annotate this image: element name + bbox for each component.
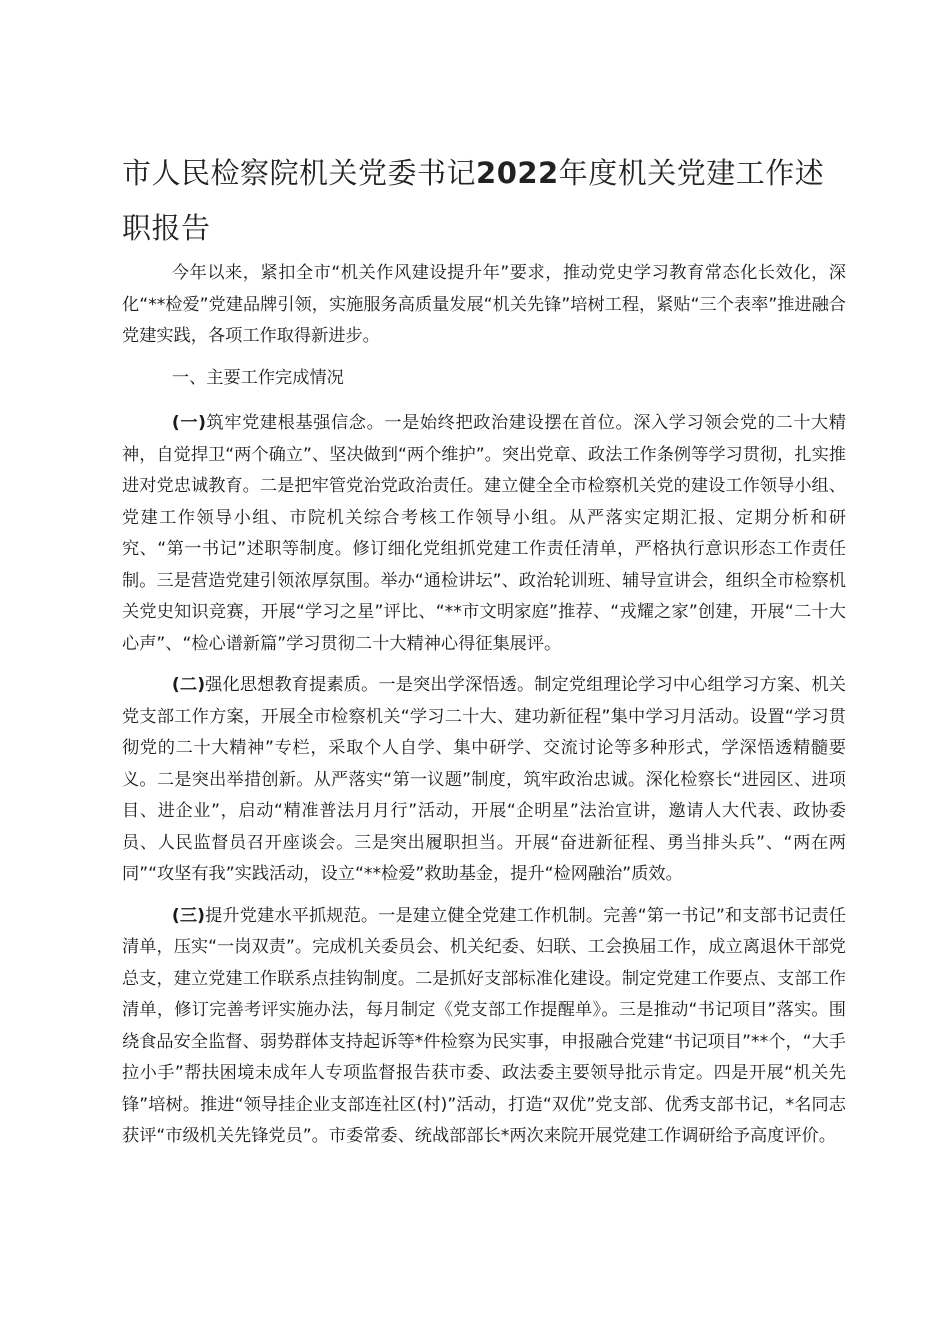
title-year: 2022: [476, 156, 559, 190]
title-part-1: 市人民检察院机关党委书记: [122, 156, 477, 190]
subsection-paragraph-3: [122, 901, 846, 1153]
subsection-number: (二): [171, 675, 206, 695]
section-heading: 一、主要工作完成情况: [171, 367, 344, 388]
subsection-text: 筑牢党建根基强信念。一是始终把政治建设摆在首位。深入学习领会党的二十大精神，自觉捍卫“两个确立”、坚决做到“两个维护”。突出党章、政法工作条例等学习贯彻，扎实推进对党忠诚教育。二是把牢管党治党政治责任。建立健全全市检察机关党的建设工作领导小组、党建工作领导小组、市院机关综合考核工作领导小组。从严落实定期汇报、定期分析和研究、“第一书记”述职等制度。修订细化党组抓党建工作责任清单，严格执行意识形态工作责任制。三是营造党建引领浓厚氛围。举办“通检讲坛”、政治轮训班、辅导宣讲会，组织全市检察机关党史知识竞赛，开展“学习之星”评比、“**市文明家庭”推荐、“戎耀之家”创建，开展“二十大心声”、“检心谱新篇”学习贯彻二十大精神心得征集展评。: [122, 413, 846, 654]
subsection-paragraph-1: [122, 408, 846, 660]
subsection-number: (三): [171, 905, 206, 926]
subsection-text: 提升党建水平抓规范。一是建立健全党建工作机制。完善“第一书记”和支部书记责任清单，压实“一岗双责”。完成机关委员会、机关纪委、妇联、工会换届工作，成立离退休干部党总支，建立党建工作联系点挂钩制度。二是抓好支部标准化建设。制定党建工作要点、支部工作清单，修订完善考评实施办法，每月制定《党支部工作提醒单》。三是推动“书记项目”落实。围绕食品安全监督、弱势群体支持起诉等*件检察为民实事，申报融合党建“书记项目”**个，“大手拉小手”帮扶困境未成年人专项监督报告获市委、政法委主要领导批示肯定。四是开展“机关先锋”培树。推进“领导挂企业支部连社区(村)”活动，打造“双优”党支部、优秀支部书记，*名同志获评“市级机关先锋党员”。市委常委、统战部部长*两次来院开展党建工作调研给予高度评价。: [122, 905, 847, 1146]
subsection-text: 强化思想教育提素质。一是突出学深悟透。制定党组理论学习中心组学习方案、机关党支部工作方案，开展全市检察机关“学习二十大、建功新征程”集中学习月活动。设置“学习贯彻党的二十大精神”专栏，采取个人自学、集中研学、交流讨论等多种形式，学深悟透精髓要义。二是突出举措创新。从严落实“第一议题”制度，筑牢政治忠诚。深化检察长“进园区、进项目、进企业”，启动“精准普法月月行”活动，开展“企明星”法治宣讲，邀请人大代表、政协委员、人民监督员召开座谈会。三是突出履职担当。开展“奋进新征程、勇当排头兵”、“两在两同”“攻坚有我”实践活动，设立“**检爱”救助基金，提升“检网融治”质效。: [122, 675, 846, 884]
subsection-number: (一): [171, 413, 206, 433]
subsection-paragraph-2: [122, 670, 846, 891]
document-title: [122, 146, 842, 256]
document-body: [122, 258, 846, 1163]
intro-paragraph: 今年以来，紧扣全市“机关作风建设提升年”要求，推动党史学习教育常态化长效化，深化“**检爱”党建品牌引领，实施服务高质量发展“机关先锋”培树工程，紧贴“三个表率”推进融合党建实践，各项工作取得新进步。: [122, 263, 846, 346]
title-part-2: 年度机关党建工作述职报告: [122, 156, 825, 245]
